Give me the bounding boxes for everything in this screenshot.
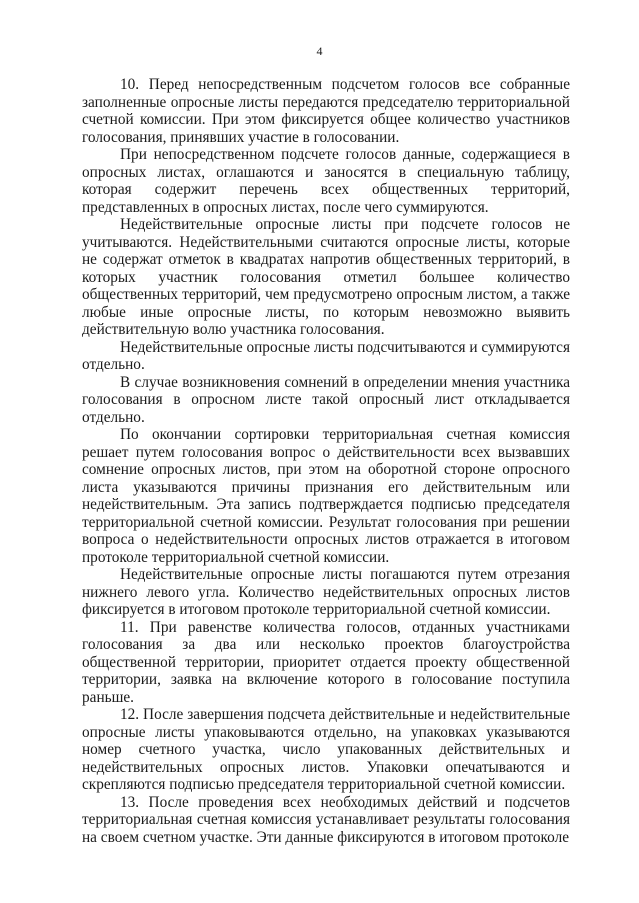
- paragraph-invalid-counted: Недействительные опросные листы подсчитываются и суммируются отдельно.: [82, 338, 570, 373]
- document-body: [82, 76, 570, 846]
- paragraph-11-tie: 11. При равенстве количества голосов, отданных участниками голосования за два или несколько проектов благоустройства общественной территории, приоритет отдается проекту общественной территории, заявка на включение которого в голосование поступила раньше.: [82, 618, 570, 706]
- paragraph-table-entry: При непосредственном подсчете голосов данные, содержащиеся в опросных листах, оглашаются и заносятся в специальную таблицу, которая содержит перечень всех общественных территорий, представленных в опросных листах, после чего суммируются.: [82, 146, 570, 216]
- paragraph-12-packaging: 12. После завершения подсчета действительные и недействительные опросные листы упаковываются отдельно, на упаковках указываются номер счетного участка, число упакованных действительных и недействительных опросных листов. Упаковки опечатываются и скрепляются подписью председателя территориальной счетной комиссии.: [82, 706, 570, 793]
- paragraph-invalid-sheets: Недействительные опросные листы при подсчете голосов не учитываются. Недействительными считаются опросные листы, которые не содержат отметок в квадратах напротив общественных территорий, в которых участник голосования отметил большее количество общественных территорий, чем предусмотрено опросным листом, а также любые иные опросные листы, по которым невозможно выявить действительную волю участника голосования.: [82, 216, 570, 338]
- paragraph-doubtful-sheets: В случае возникновения сомнений в определении мнения участника голосования в опросном листе такой опросный лист откладывается отдельно.: [82, 373, 570, 426]
- paragraph-cancellation: Недействительные опросные листы погашаются путем отрезания нижнего левого угла. Количество недействительных опросных листов фиксируется в итоговом протоколе территориальной счетной комиссии.: [82, 566, 570, 618]
- paragraph-13-results: 13. После проведения всех необходимых действий и подсчетов территориальная счетная комиссия устанавливает результаты голосования на своем счетном участке. Эти данные фиксируются в итоговом протоколе: [82, 793, 570, 846]
- paragraph-commission-vote: По окончании сортировки территориальная счетная комиссия решает путем голосования вопрос о действительности всех вызвавших сомнение опросных листов, при этом на оборотной стороне опросного листа указываются причины признания его действительным или недействительным. Эта запись подтверждается подписью председателя территориальной счетной комиссии. Результат голосования при решении вопроса о недействительности опросных листов отражается в итоговом протоколе территориальной счетной комиссии.: [82, 426, 570, 566]
- page-number: 4: [316, 44, 323, 58]
- paragraph-10-counting: 10. Перед непосредственным подсчетом голосов все собранные заполненные опросные листы передаются председателю территориальной счетной комиссии. При этом фиксируется общее количество участников голосования, принявших участие в голосовании.: [82, 76, 570, 146]
